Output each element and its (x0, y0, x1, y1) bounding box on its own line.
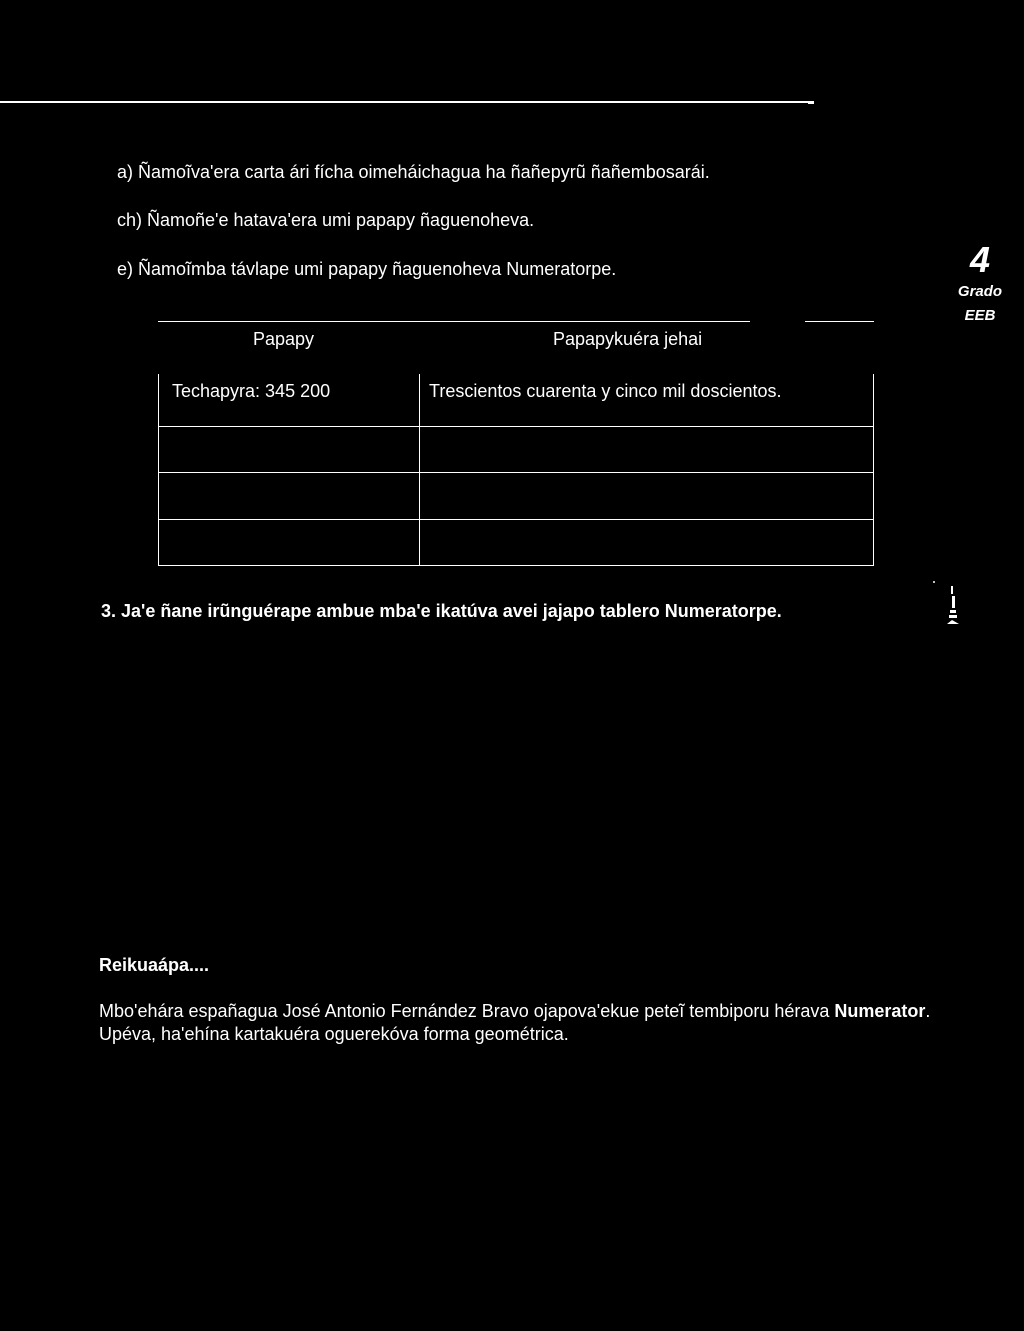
table-row-divider (158, 472, 874, 473)
grade-level: EEB (964, 307, 996, 324)
table-left-border (158, 374, 159, 566)
instruction-ch: ch) Ñamoñe'e hatava'era umi papapy ñaguenoheva. (117, 210, 535, 230)
table-bottom-border (158, 565, 874, 566)
column-header-number: Papapy (253, 329, 315, 349)
table-cell-example-written: Trescientos cuarenta y cinco mil doscientos. (429, 381, 782, 401)
instruction-e: e) Ñamoĩmba távlape umi papapy ñaguenoheva Numeratorpe. (117, 259, 617, 279)
instruction-a: a) Ñamoĩva'era carta ári fícha oimeháichagua ha ñañepyrũ ñañembosarái. (117, 162, 710, 182)
grade-word: Grado (957, 283, 1003, 300)
top-rule-tail (808, 101, 814, 104)
table-row-divider (158, 426, 874, 427)
table-right-border (873, 374, 874, 566)
table-column-divider (419, 374, 420, 566)
note-text-after: . Upéva, ha'ehína kartakuéra oguerekóva forma geométrica. (99, 1001, 931, 1044)
figure-icon (930, 580, 962, 628)
note-body (99, 1000, 959, 1046)
table-cell-example-number: Techapyra: 345 200 (172, 381, 331, 401)
table-header-rule-right (805, 321, 874, 322)
column-header-written: Papapykuéra jehai (553, 329, 703, 349)
note-text-before: Mbo'ehára españagua José Antonio Fernández Bravo ojapova'ekue peteĩ tembiporu hérava (99, 1001, 835, 1021)
grade-badge (940, 240, 1020, 326)
exercise-3-title: 3. Ja'e ñane irũnguérape ambue mba'e ikatúva avei jajapo tablero Numeratorpe. (101, 601, 782, 621)
note-term: Numerator (834, 1001, 926, 1021)
top-rule (0, 101, 808, 103)
table-header-rule (158, 321, 750, 322)
note-heading: Reikuaápa.... (99, 955, 210, 975)
grade-number: 4 (969, 239, 991, 280)
table-row-divider (158, 519, 874, 520)
